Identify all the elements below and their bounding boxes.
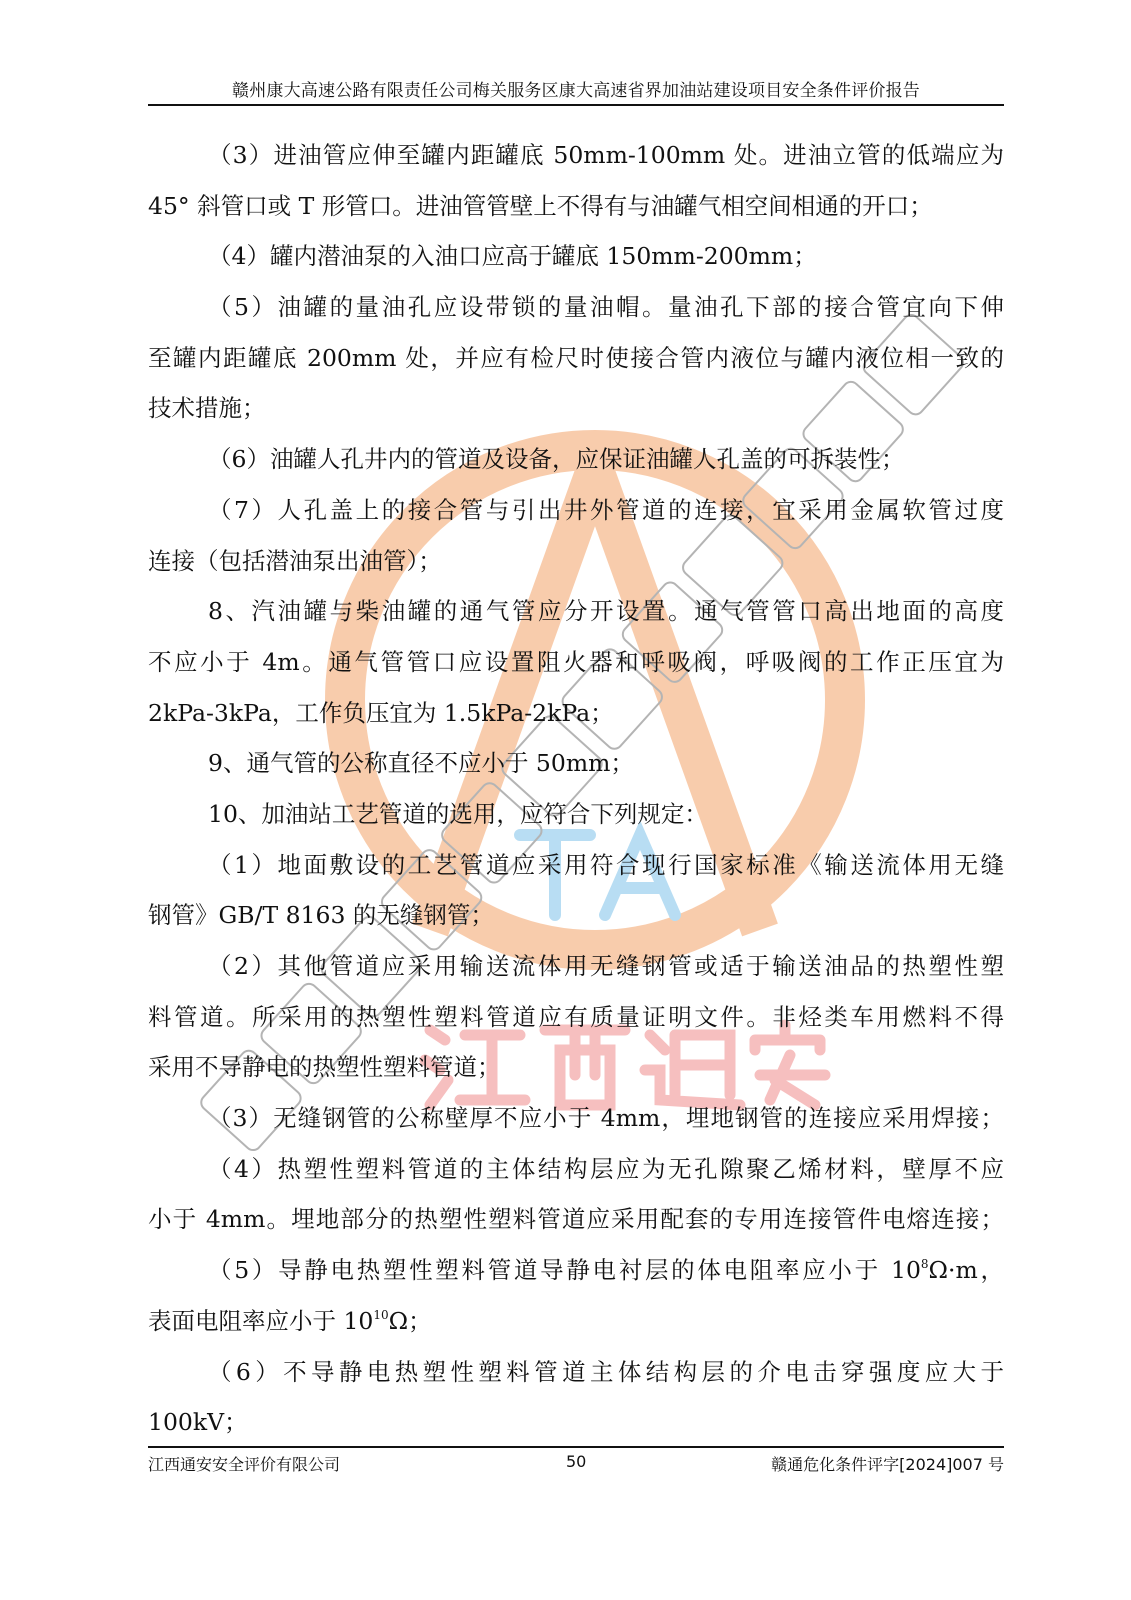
text-line: 连接（包括潜油泵出油管）； (148, 546, 442, 575)
text-line: （3）无缝钢管的公称壁厚不应小于 4mm，埋地钢管的连接应采用焊接； (208, 1104, 1004, 1133)
text-line: （5）油罐的量油孔应设带锁的量油帽。量油孔下部的接合管宜向下伸 (208, 293, 1004, 322)
text-line (148, 1245, 1004, 1296)
text-line: 钢管》GB/T 8163 的无缝钢管； (148, 901, 494, 930)
text-line: （4）罐内潜油泵的入油口应高于罐底 150mm-200mm； (208, 242, 817, 271)
text-segment: （5）导静电热塑性塑料管道导静电衬层的体电阻率应小于 10 (208, 1256, 921, 1285)
text-line: 小于 4mm。埋地部分的热塑性塑料管道应采用配套的专用连接管件电熔连接； (148, 1205, 1004, 1234)
text-segment: Ω； (388, 1306, 432, 1335)
text-line: 45° 斜管口或 T 形管口。进油管管壁上不得有与油罐气相空间相通的开口； (148, 191, 933, 220)
text-line: （1）地面敷设的工艺管道应采用符合现行国家标准《输送流体用无缝 (208, 850, 1004, 879)
text-line: 不应小于 4m。通气管管口应设置阻火器和呼吸阀，呼吸阀的工作正压宜为 (148, 647, 1004, 676)
text-line: （4）热塑性塑料管道的主体结构层应为无孔隙聚乙烯材料，壁厚不应 (208, 1154, 1004, 1183)
text-line: 9、通气管的公称直径不应小于 50mm； (208, 749, 634, 778)
text-line: 2kPa-3kPa，工作负压宜为 1.5kPa-2kPa； (148, 698, 614, 727)
footer-divider (148, 1446, 1004, 1448)
text-line: （7）人孔盖上的接合管与引出井外管道的连接，宜采用金属软管过度 (208, 495, 1004, 524)
text-line: （2）其他管道应采用输送流体用无缝钢管或适于输送油品的热塑性塑 (208, 952, 1004, 980)
superscript: 8 (920, 1257, 929, 1272)
text-line: （6）油罐人孔井内的管道及设备，应保证油罐人孔盖的可拆装性； (208, 445, 905, 474)
page-header: 赣州康大高速公路有限责任公司梅关服务区康大高速省界加油站建设项目安全条件评价报告 (232, 81, 920, 101)
header-divider (148, 104, 1004, 106)
text-segment: Ω·m， (928, 1256, 1004, 1285)
text-line: 100kV； (148, 1408, 248, 1437)
text-line: （6）不导静电热塑性塑料管道主体结构层的介电击穿强度应大于 (208, 1357, 1004, 1386)
text-line: 料管道。所采用的热塑性塑料管道应有质量证明文件。非烃类车用燃料不得 (148, 1002, 1004, 1031)
document-body (148, 130, 1004, 1448)
text-line: 采用不导静电的热塑性塑料管道； (148, 1053, 501, 1082)
text-line (148, 1296, 1004, 1347)
text-line: （3）进油管应伸至罐内距罐底 50mm-100mm 处。进油立管的低端应为 (208, 141, 1004, 169)
footer-company: 江西通安安全评价有限公司 (148, 1455, 341, 1474)
text-segment: 表面电阻率应小于 10 (148, 1306, 374, 1335)
text-line: 10、加油站工艺管道的选用，应符合下列规定： (208, 799, 708, 828)
page-number: 50 (566, 1452, 587, 1471)
superscript: 10 (373, 1307, 389, 1322)
footer-doc-number: 赣通危化条件评字[2024]007 号 (771, 1455, 1004, 1474)
text-line: 至罐内距罐底 200mm 处，并应有检尺时使接合管内液位与罐内液位相一致的 (148, 343, 1004, 372)
text-line: 技术措施； (148, 394, 266, 423)
text-line: 8、汽油罐与柴油罐的通气管应分开设置。通气管管口高出地面的高度 (208, 597, 1004, 626)
